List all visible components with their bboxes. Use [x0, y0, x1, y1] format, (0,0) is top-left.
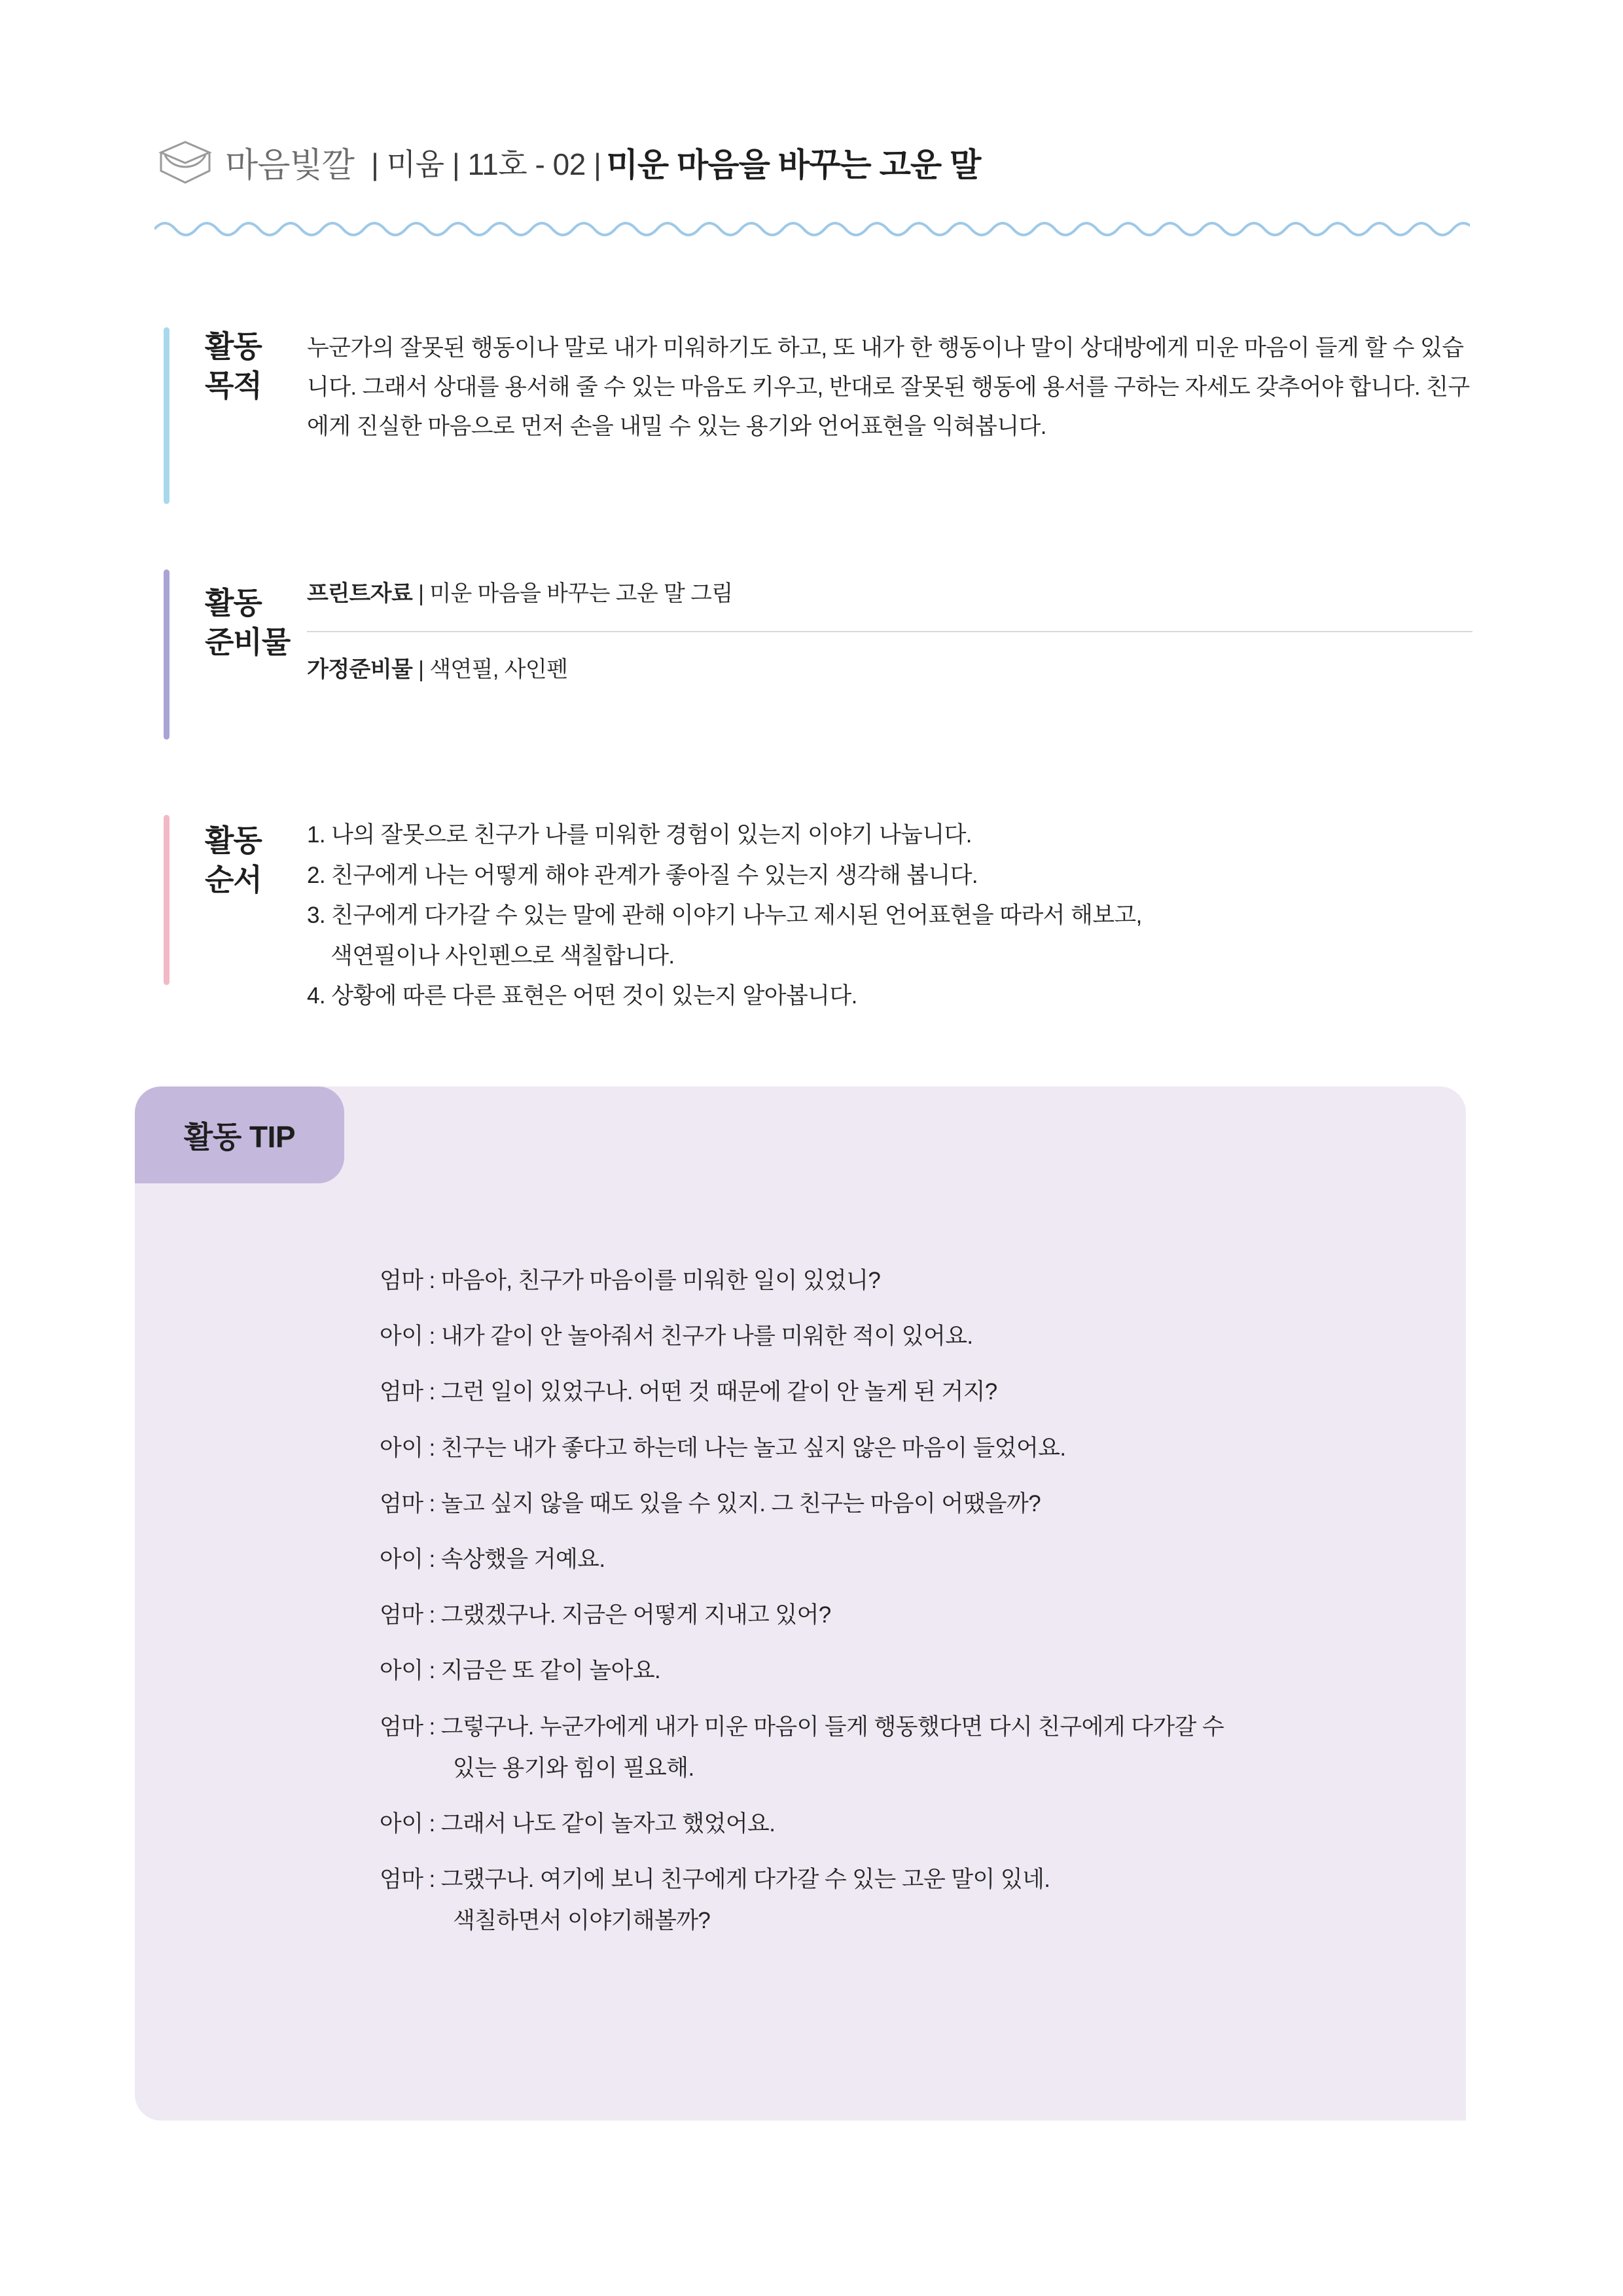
dialog-speaker: 아이 : [380, 1435, 435, 1461]
dialog-text-continued: 색칠하면서 이야기해볼까? [453, 1908, 711, 1934]
material-value: 미운 마음을 바꾸는 고운 말 그림 [429, 581, 733, 606]
dialog-line [380, 1542, 1427, 1577]
dialog-line [380, 1374, 1427, 1409]
label-line-1: 활동 [205, 586, 262, 620]
brand-logo-icon [154, 139, 216, 185]
document-header [154, 137, 1470, 187]
order-text-continued: 색연필이나 사인펜으로 색칠합니다. [330, 942, 675, 969]
dialog-speaker: 아이 : [380, 1546, 435, 1572]
dialog-speaker: 엄마 : [380, 1379, 435, 1405]
dialog-speaker: 엄마 : [380, 1268, 435, 1293]
section-purpose [164, 327, 1472, 504]
dialog-text: 그랬겠구나. 지금은 어떻게 지내고 있어? [440, 1602, 831, 1628]
dialog-line [380, 1598, 1427, 1632]
material-row [307, 569, 1472, 632]
dialog-speaker: 엄마 : [380, 1713, 435, 1740]
order-text: 1. 나의 잘못으로 친구가 나를 미워한 경험이 있는지 이야기 나눕니다. [307, 822, 972, 848]
wave-divider [154, 216, 1470, 238]
dialog-text: 그랬구나. 여기에 보니 친구에게 다가갈 수 있는 고운 말이 있네. [440, 1867, 1050, 1893]
dialog-speaker: 아이 : [380, 1810, 435, 1837]
material-separator: | [418, 657, 424, 683]
dialog-speaker: 아이 : [380, 1658, 435, 1684]
material-row [307, 632, 1472, 704]
section-order [164, 815, 1472, 1016]
section-accent-bar [164, 327, 169, 504]
list-item [307, 815, 1472, 855]
label-line-1: 활동 [205, 329, 262, 363]
material-separator: | [418, 581, 424, 606]
activity-tip-tab [135, 1086, 344, 1183]
list-item [307, 976, 1472, 1016]
dialog-line [380, 1710, 1427, 1785]
section-order-body [307, 815, 1472, 1016]
tip-dialog [380, 1263, 1427, 1959]
issue-meta: | 미움 | 11호 - 02 | [370, 147, 601, 181]
activity-tip-label: 활동 TIP [183, 1120, 296, 1154]
dialog-line [380, 1862, 1427, 1938]
material-value: 색연필, 사인펜 [429, 657, 568, 683]
dialog-text: 지금은 또 같이 놀아요. [440, 1658, 661, 1684]
brand-name: 마음빛깔 [225, 147, 354, 185]
label-line-1: 활동 [205, 823, 262, 857]
dialog-text: 그래서 나도 같이 놀자고 했었어요. [440, 1810, 776, 1837]
section-materials-body [307, 569, 1472, 740]
label-line-2: 순서 [205, 862, 262, 897]
dialog-line [380, 1431, 1427, 1465]
section-purpose-body: 누군가의 잘못된 행동이나 말로 내가 미워하기도 하고, 또 내가 한 행동이나 말이 상대방에게 미운 마음이 들게 할 수 있습니다. 그래서 상대를 용서해 줄 수 있는 마음도 키우고, 반대로 잘못된 행동에 용서를 구하는 자세도 갖추어야 합니다. 친구에게 진실한 마음으로 먼저 손을 내밀 수 있는 용기와 언어표현을 익혀봅니다. [307, 335, 1470, 440]
dialog-line [380, 1486, 1427, 1521]
dialog-text: 그런 일이 있었구나. 어떤 것 때문에 같이 안 놀게 된 거지? [440, 1379, 997, 1405]
section-purpose-label [169, 327, 307, 504]
label-line-2: 목적 [205, 368, 262, 403]
section-accent-bar [164, 569, 169, 740]
material-key: 프린트자료 [307, 581, 413, 606]
order-list [307, 815, 1472, 1016]
dialog-line [380, 1653, 1427, 1688]
label-line-2: 준비물 [205, 624, 291, 659]
section-materials [164, 569, 1472, 740]
dialog-text: 그렇구나. 누군가에게 내가 미운 마음이 들게 행동했다면 다시 친구에게 다가갈 수 [440, 1713, 1224, 1740]
section-order-label [169, 815, 307, 1016]
dialog-text-continued: 있는 용기와 힘이 필요해. [453, 1755, 694, 1781]
dialog-text: 친구는 내가 좋다고 하는데 나는 놀고 싶지 않은 마음이 들었어요. [440, 1435, 1066, 1461]
order-text: 3. 친구에게 다가갈 수 있는 말에 관해 이야기 나누고 제시된 언어표현을 따라서 해보고, [307, 903, 1142, 929]
list-item [307, 855, 1472, 896]
dialog-speaker: 엄마 : [380, 1867, 435, 1893]
dialog-text: 놀고 싶지 않을 때도 있을 수 있지. 그 친구는 마음이 어땠을까? [440, 1490, 1041, 1516]
section-accent-bar [164, 815, 169, 985]
dialog-text: 마음아, 친구가 마음이를 미워한 일이 있었니? [440, 1268, 881, 1293]
dialog-line [380, 1263, 1427, 1298]
dialog-speaker: 엄마 : [380, 1602, 435, 1628]
page-title: 미운 마음을 바꾸는 고운 말 [606, 146, 981, 183]
dialog-text: 내가 같이 안 놀아줘서 친구가 나를 미워한 적이 있어요. [440, 1323, 973, 1350]
dialog-speaker: 엄마 : [380, 1490, 435, 1516]
order-text: 4. 상황에 따른 다른 표현은 어떤 것이 있는지 알아봅니다. [307, 983, 857, 1009]
order-text: 2. 친구에게 나는 어떻게 해야 관계가 좋아질 수 있는지 생각해 봅니다. [307, 862, 978, 888]
section-materials-label [169, 569, 307, 740]
dialog-line [380, 1319, 1427, 1354]
dialog-line [380, 1806, 1427, 1841]
dialog-speaker: 아이 : [380, 1323, 435, 1350]
material-key: 가정준비물 [307, 657, 413, 683]
dialog-text: 속상했을 거예요. [440, 1546, 605, 1572]
list-item [307, 895, 1472, 976]
